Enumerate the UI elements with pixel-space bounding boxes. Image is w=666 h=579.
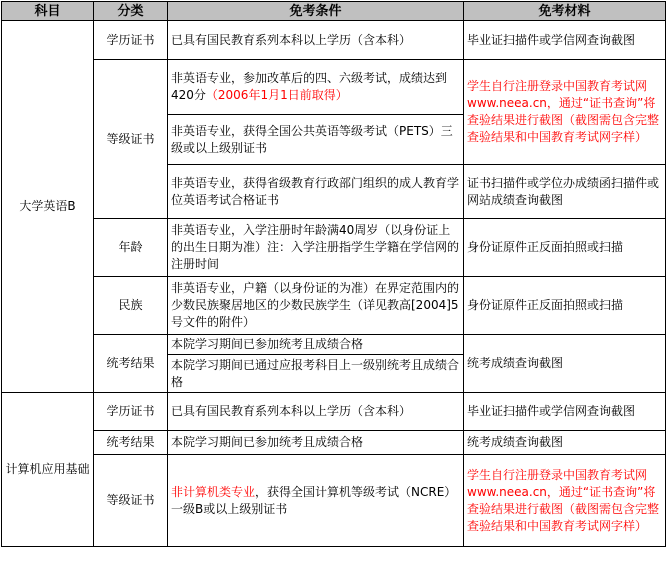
- table-row: [2, 431, 666, 455]
- material-cell: 学生自行注册登录中国教育考试网www.neea.cn，通过“证书查询”将查验结果进行截图（截图需包含完整查验结果和中国教育考试网字样）: [464, 60, 666, 165]
- category-cell: 民族: [94, 277, 168, 335]
- material-cell: 身份证原件正反面拍照或扫描: [464, 219, 666, 277]
- condition-cell: 非英语专业，户籍（以身份证的为准）在界定范围内的少数民族聚居地区的少数民族学生（详见教高[2004]5号文件的附件）: [168, 277, 464, 335]
- condition-cell: 已具有国民教育系列本科以上学历（含本科）: [168, 21, 464, 60]
- category-cell: 等级证书: [94, 455, 168, 547]
- table-row: [2, 455, 666, 547]
- condition-cell: [168, 455, 464, 547]
- category-cell: 统考结果: [94, 431, 168, 455]
- condition-cell: 已具有国民教育系列本科以上学历（含本科）: [168, 393, 464, 431]
- condition-cell: 非英语专业，获得省级教育行政部门组织的成人教育学位英语考试合格证书: [168, 165, 464, 219]
- table-row: [2, 60, 666, 115]
- header-materials: 免考材料: [464, 2, 666, 21]
- material-cell: 身份证原件正反面拍照或扫描: [464, 277, 666, 335]
- category-cell: 学历证书: [94, 21, 168, 60]
- table-row: [2, 21, 666, 60]
- condition-date-note: （2006年1月1日前取得）: [205, 88, 348, 102]
- condition-cell: 本院学习期间已参加统考且成绩合格: [168, 335, 464, 355]
- category-cell: 统考结果: [94, 335, 168, 393]
- header-row: [2, 2, 666, 21]
- table-row: [2, 393, 666, 431]
- header-subject: 科目: [2, 2, 94, 21]
- condition-cell: 本院学习期间已参加统考且成绩合格: [168, 431, 464, 455]
- category-cell: 学历证书: [94, 393, 168, 431]
- table-row: [2, 277, 666, 335]
- category-cell: 年龄: [94, 219, 168, 277]
- material-cell: 毕业证扫描件或学信网查询截图: [464, 393, 666, 431]
- material-cell: 学生自行注册登录中国教育考试网www.neea.cn，通过“证书查询”将查验结果进行截图（截图需包含完整查验结果和中国教育考试网字样）: [464, 455, 666, 547]
- condition-text: 非英语专业，参加改革后的四、六级考试，成绩达到420分: [171, 71, 448, 102]
- material-cell: 统考成绩查询截图: [464, 335, 666, 393]
- subject-computer: 计算机应用基础: [2, 393, 94, 547]
- header-category: 分类: [94, 2, 168, 21]
- condition-cell: 非英语专业，获得全国公共英语等级考试（PETS）三级或以上级别证书: [168, 115, 464, 165]
- table-row: [2, 335, 666, 355]
- material-cell: 毕业证扫描件或学信网查询截图: [464, 21, 666, 60]
- condition-cell: 本院学习期间已通过应报考科目上一级别统考且成绩合格: [168, 355, 464, 393]
- condition-major-note: 非计算机类专业: [171, 484, 256, 499]
- category-cell: 等级证书: [94, 60, 168, 219]
- subject-english: 大学英语B: [2, 21, 94, 393]
- table-row: [2, 219, 666, 277]
- condition-cell: 非英语专业，入学注册时年龄满40周岁（以身份证上的出生日期为准）注：入学注册指学生学籍在学信网的注册时间: [168, 219, 464, 277]
- condition-text: ，获得全国计算机等级考试（NCRE）一级B或以上级别证书: [171, 484, 457, 516]
- exemption-table: [1, 1, 666, 547]
- material-cell: 统考成绩查询截图: [464, 431, 666, 455]
- material-cell: 证书扫描件或学位办成绩函扫描件或网站成绩查询截图: [464, 165, 666, 219]
- header-conditions: 免考条件: [168, 2, 464, 21]
- condition-cell: [168, 60, 464, 115]
